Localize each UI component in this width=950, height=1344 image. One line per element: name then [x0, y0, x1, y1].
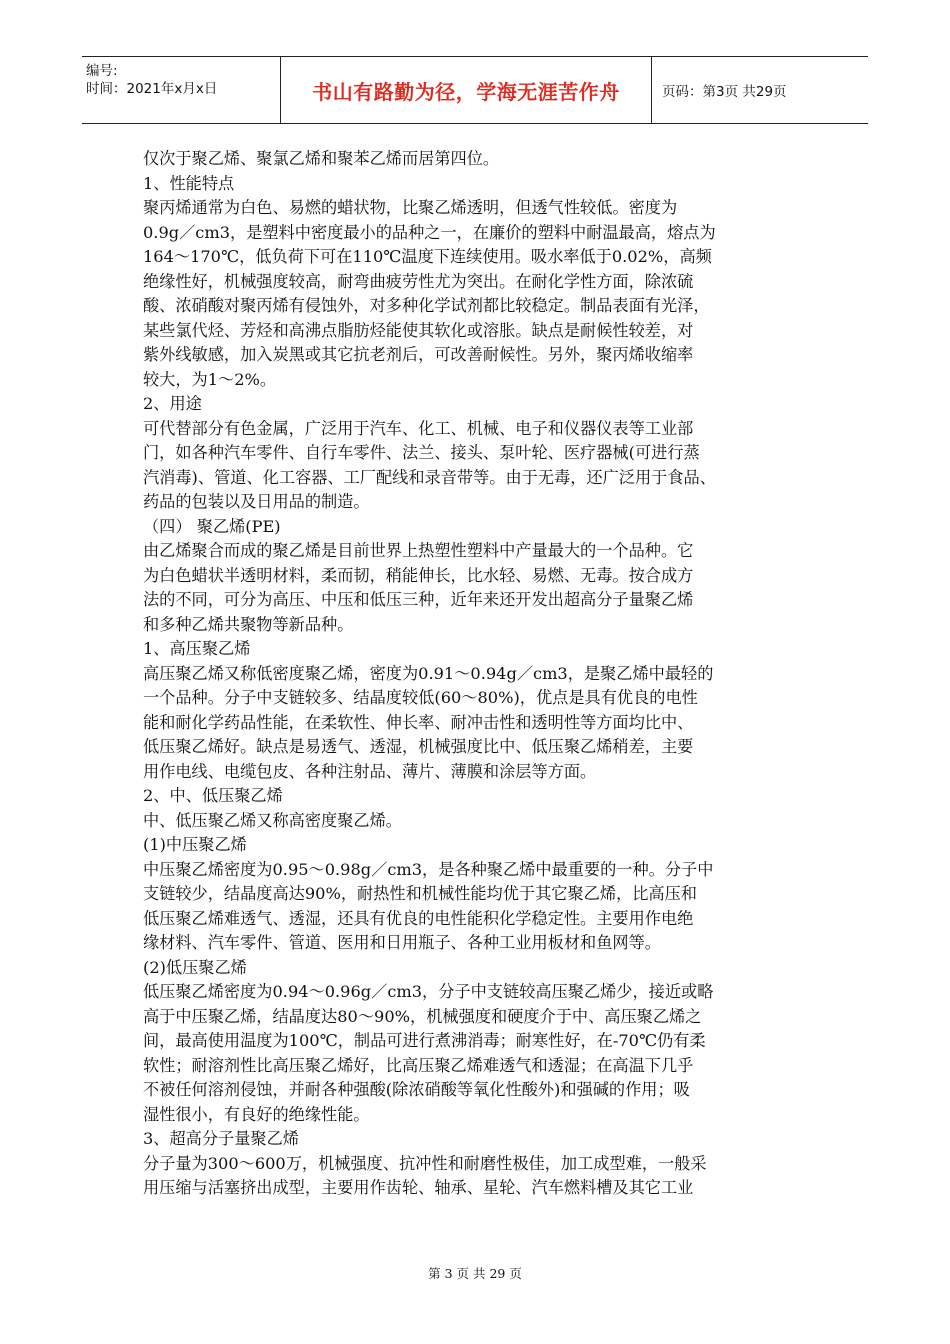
text-line: 中、低压聚乙烯又称高密度聚乙烯。 [143, 810, 402, 830]
text-line: 能和耐化学药品性能，在柔软性、伸长率、耐冲击性和透明性等方面均比中、 [143, 712, 694, 732]
text-line: 1、高压聚乙烯 [143, 639, 251, 658]
text-line: 为白色蜡状半透明材料，柔而韧，稍能伸长，比水轻、易燃、无毒。按合成方 [143, 565, 694, 585]
text-line: 分子量为300～600万，机械强度、抗冲性和耐磨性极佳，加工成型难，一般采 [143, 1153, 707, 1173]
text-line: 支链较少，结晶度高达90%，耐热性和机械性能均优于其它聚乙烯，比高压和 [143, 884, 697, 903]
text-line: 聚丙烯通常为白色、易燃的蜡状物，比聚乙烯透明，但透气性较低。密度为 [143, 198, 678, 217]
text-line: 2、用途 [143, 394, 202, 413]
page-header [82, 56, 868, 124]
text-line: 仅次于聚乙烯、聚氯乙烯和聚苯乙烯而居第四位。 [143, 149, 500, 168]
text-line: 164～170℃，低负荷下可在110℃温度下连续使用。吸水率低于0.02%，高频 [143, 247, 712, 266]
text-line: 低压聚乙烯好。缺点是易透气、透湿，机械强度比中、低压聚乙烯稍差，主要 [143, 737, 694, 756]
text-line: 门，如各种汽车零件、自行车零件、法兰、接头、泵叶轮、医疗器械(可进行蒸 [143, 443, 700, 462]
text-line: (1)中压聚乙烯 [143, 835, 247, 854]
text-line: 湿性很小，有良好的绝缘性能。 [143, 1104, 370, 1124]
text-line: 紫外线敏感，加入炭黑或其它抗老剂后，可改善耐候性。另外，聚丙烯收缩率 [143, 345, 694, 364]
header-page-info: 页码：第3页 共29页 [662, 84, 787, 100]
text-line: 高于中压聚乙烯，结晶度达80～90%，机械强度和硬度介于中、高压聚乙烯之 [143, 1006, 702, 1026]
text-line: 一个品种。分子中支链较多、结晶度较低(60～80%)，优点是具有优良的电性 [143, 688, 698, 707]
document-time-label: 时间：2021年x月x日 [86, 81, 218, 97]
header-motto: 书山有路勤为径，学海无涯苦作舟 [280, 57, 652, 123]
text-line: 软性；耐溶剂性比高压聚乙烯好，比高压聚乙烯难透气和透湿；在高温下几乎 [143, 1055, 694, 1075]
text-line: 由乙烯聚合而成的聚乙烯是目前世界上热塑性塑料中产量最大的一个品种。它 [143, 541, 694, 560]
document-number-label: 编号: [86, 63, 118, 79]
text-line: 低压聚乙烯密度为0.94～0.96g／cm3，分子中支链较高压聚乙烯少，接近或略 [143, 982, 714, 1001]
text-line: 2、中、低压聚乙烯 [143, 786, 283, 805]
text-line: 和多种乙烯共聚物等新品种。 [143, 614, 354, 634]
text-line: 药品的包装以及日用品的制造。 [143, 492, 370, 511]
text-line: (2)低压聚乙烯 [143, 957, 247, 977]
document-body [143, 147, 813, 1201]
text-line: 3、超高分子量聚乙烯 [143, 1129, 299, 1148]
page-footer: 第 3 页 共 29 页 [428, 1266, 522, 1281]
text-line: 用压缩与活塞挤出成型，主要用作齿轮、轴承、星轮、汽车燃料槽及其它工业 [143, 1178, 694, 1197]
text-line: （四） 聚乙烯(PE) [143, 516, 281, 536]
text-line: 较大，为1～2%。 [143, 369, 277, 389]
text-line: 高压聚乙烯又称低密度聚乙烯，密度为0.91～0.94g／cm3，是聚乙烯中最轻的 [143, 663, 714, 683]
text-line: 1、性能特点 [143, 173, 235, 193]
text-line: 绝缘性好，机械强度较高，耐弯曲疲劳性尤为突出。在耐化学性方面，除浓硫 [143, 271, 694, 291]
text-line: 不被任何溶剂侵蚀，并耐各种强酸(除浓硝酸等氧化性酸外)和强碱的作用；吸 [143, 1080, 690, 1099]
text-line: 中压聚乙烯密度为0.95～0.98g／cm3，是各种聚乙烯中最重要的一种。分子中 [143, 859, 714, 879]
text-line: 0.9g／cm3，是塑料中密度最小的品种之一，在廉价的塑料中耐温最高，熔点为 [143, 222, 716, 242]
text-line: 法的不同，可分为高压、中压和低压三种，近年来还开发出超高分子量聚乙烯 [143, 590, 694, 609]
text-line: 间，最高使用温度为100℃，制品可进行煮沸消毒；耐寒性好，在-70℃仍有柔 [143, 1031, 706, 1050]
text-line: 可代替部分有色金属，广泛用于汽车、化工、机械、电子和仪器仪表等工业部 [143, 418, 694, 438]
text-line: 汽消毒)、管道、化工容器、工厂配线和录音带等。由于无毒，还广泛用于食品、 [143, 467, 716, 487]
text-line: 用作电线、电缆包皮、各种注射品、薄片、薄膜和涂层等方面。 [143, 761, 597, 781]
header-meta [82, 57, 280, 123]
text-line: 缘材料、汽车零件、管道、医用和日用瓶子、各种工业用板材和鱼网等。 [143, 933, 661, 952]
text-line: 低压聚乙烯难透气、透湿，还具有优良的电性能积化学稳定性。主要用作电绝 [143, 908, 694, 928]
text-line: 某些氯代烃、芳烃和高沸点脂肪烃能使其软化或溶胀。缺点是耐候性较差，对 [143, 320, 694, 340]
text-line: 酸、浓硝酸对聚丙烯有侵蚀外，对多种化学试剂都比较稳定。制品表面有光泽， [143, 296, 710, 315]
